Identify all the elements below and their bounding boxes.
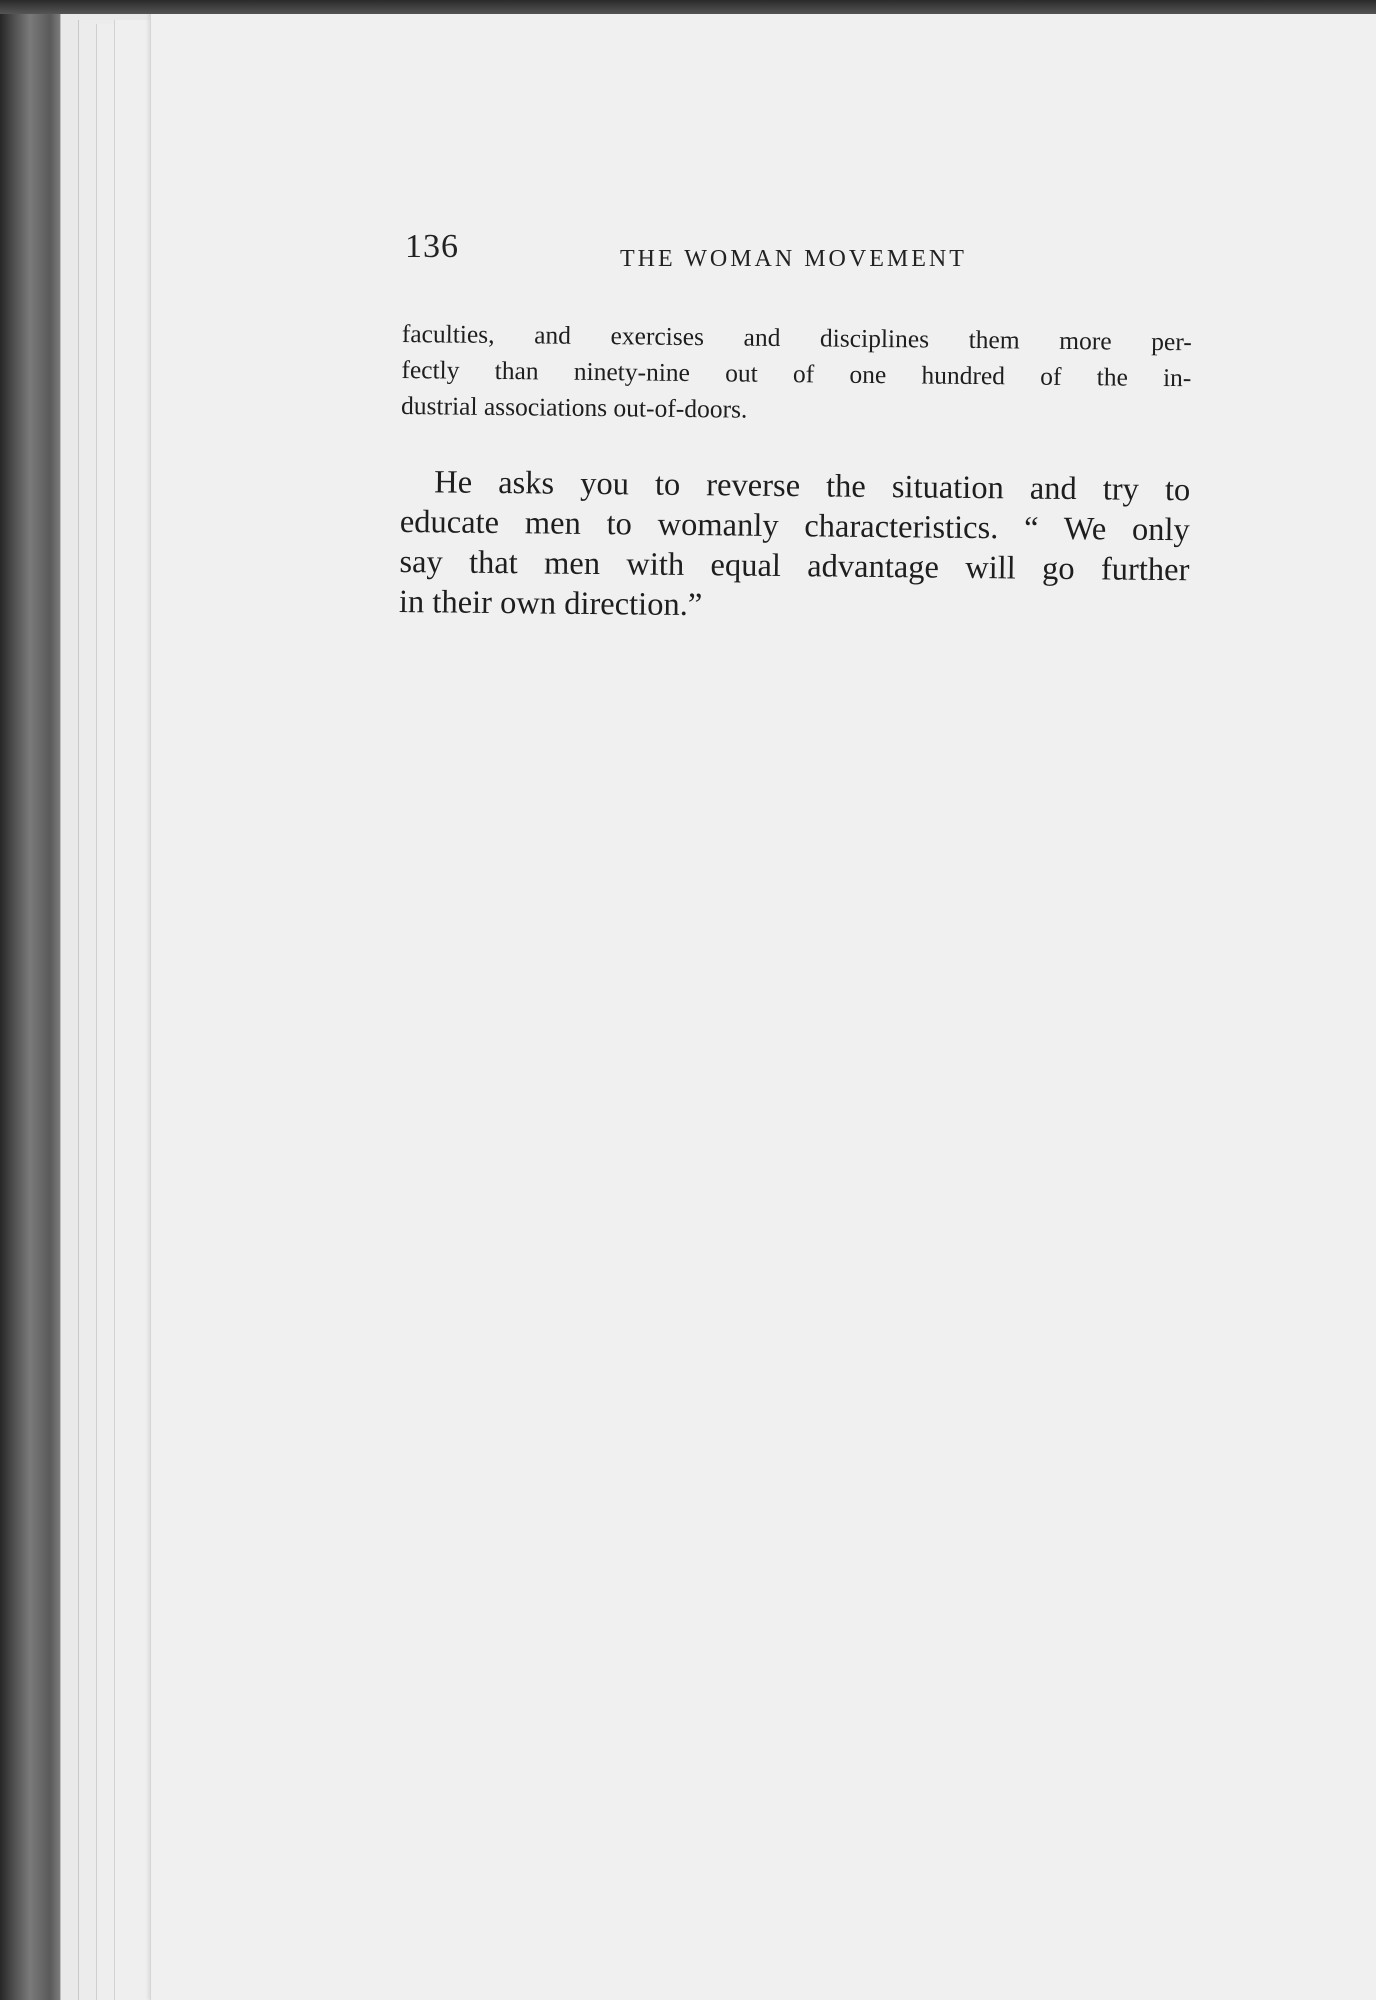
body-text	[399, 316, 1192, 630]
text-line: He asks you to reverse the situation and try to	[434, 464, 1191, 509]
scan-top-border	[0, 0, 1376, 14]
book-page	[150, 12, 1376, 2000]
text-line: dustrial associations out-of-doors.	[400, 390, 748, 424]
text-line: in their own direction.”	[398, 583, 703, 624]
text-line: faculties, and exercises and disciplines them more per-	[401, 318, 1192, 357]
text-line: fectly than ninety-nine out of one hundred of the in-	[401, 354, 1192, 393]
paragraph-continued	[401, 316, 1192, 432]
page-header	[405, 228, 1195, 278]
page-number: 136	[405, 228, 459, 265]
text-line: educate men to womanly characteristics. “ We only	[399, 503, 1190, 549]
paragraph	[399, 462, 1191, 630]
text-line: say that men with equal advantage will go further	[399, 543, 1190, 589]
running-head: THE WOMAN MOVEMENT	[620, 246, 967, 272]
